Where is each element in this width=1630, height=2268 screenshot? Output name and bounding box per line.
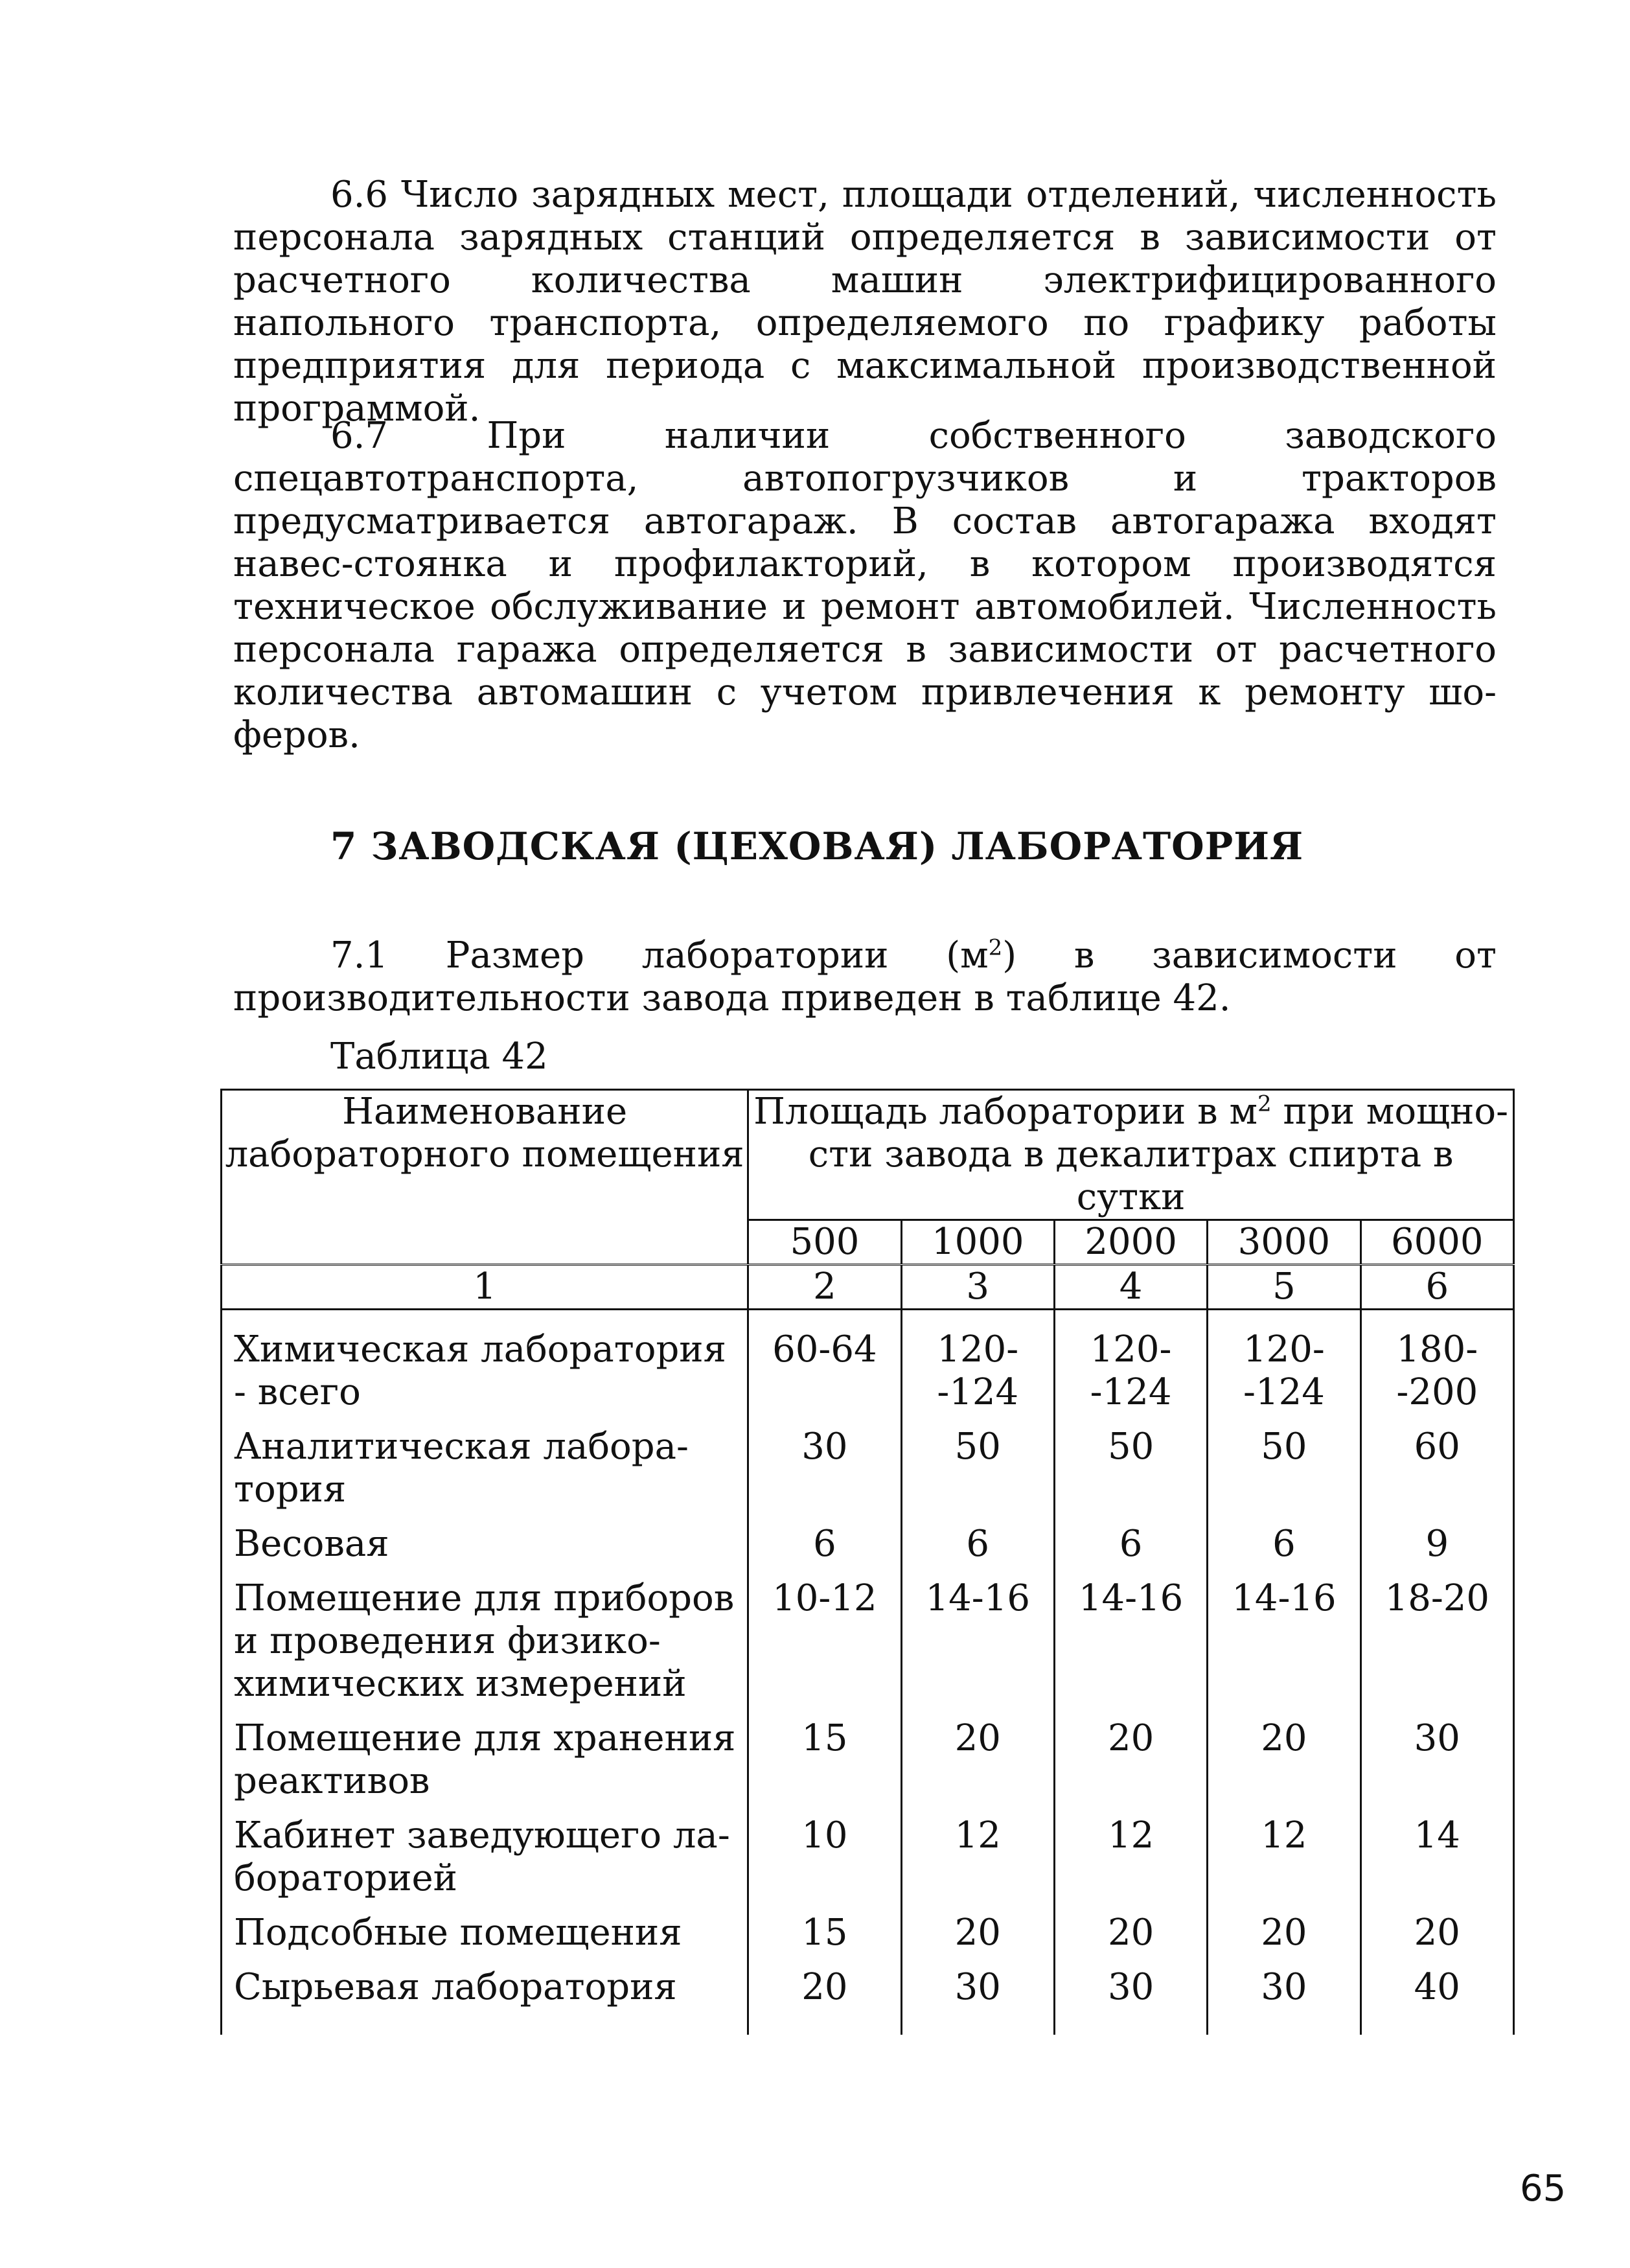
table-row <box>222 1566 1514 1706</box>
room-name-cell: Подсобные помещения <box>222 1900 748 1954</box>
area-value-cell: 50 <box>1208 1414 1360 1511</box>
area-value-cell: 12 <box>1208 1803 1360 1900</box>
room-name-cell: Аналитическая лаборатория <box>222 1414 748 1511</box>
area-value-cell: 30 <box>901 1954 1054 2035</box>
column-index: 3 <box>901 1265 1054 1310</box>
area-value-cell: 20 <box>901 1706 1054 1803</box>
column-index: 1 <box>222 1265 748 1310</box>
area-value-cell: 18-20 <box>1360 1566 1513 1706</box>
intro-text-end: ) в зависимости от производительности завода приведен в таблице 42. <box>233 934 1497 1019</box>
area-value-cell: 30 <box>1360 1706 1513 1803</box>
table-row <box>222 1310 1514 1415</box>
area-value-cell: 30 <box>1208 1954 1360 2035</box>
area-value-cell: 60 <box>1360 1414 1513 1511</box>
room-name-cell: Сырьевая лаборатория <box>222 1954 748 2035</box>
area-value-cell: 30 <box>1054 1954 1207 2035</box>
area-value-cell: 50 <box>1054 1414 1207 1511</box>
column-index: 2 <box>748 1265 901 1310</box>
header-area <box>748 1090 1514 1220</box>
area-value-cell: 20 <box>1208 1900 1360 1954</box>
table-row <box>222 1414 1514 1511</box>
area-value-cell: 14-16 <box>1054 1566 1207 1706</box>
paragraph-7-1 <box>233 934 1497 1020</box>
header-area-text-start: Площадь лаборатории в м <box>753 1091 1258 1133</box>
area-value-cell: 60-64 <box>748 1310 901 1415</box>
section-heading: 7 ЗАВОДСКАЯ (ЦЕХОВАЯ) ЛАБОРАТОРИЯ <box>330 824 1304 868</box>
area-value-cell: 15 <box>748 1706 901 1803</box>
header-room-name: Наименование лабораторного помещения <box>222 1090 748 1265</box>
area-value-cell: 20 <box>1054 1706 1207 1803</box>
paragraph-6-7: 6.7 При наличии собственного заводского спецавтотранспорта, автопогрузчиков и тракторов предусматривается автогараж. В состав автогаража входят навес-стоянка и профилакторий, в котором производятся техническое обслуживание и ремонт автомобилей. Численность персонала гаража определяется в зависимости от расчетного количества автомашин с учетом привлечения к ремонту шоферов. <box>233 415 1497 756</box>
laboratory-area-table <box>220 1089 1515 2035</box>
intro-text-start: 7.1 Размер лаборатории (м <box>330 934 989 977</box>
area-value-cell: 6 <box>1054 1511 1207 1566</box>
area-value-cell: 180- -200 <box>1360 1310 1513 1415</box>
area-value-cell: 14-16 <box>901 1566 1054 1706</box>
area-value-cell: 6 <box>748 1511 901 1566</box>
area-value-cell: 50 <box>901 1414 1054 1511</box>
area-value-cell: 10-12 <box>748 1566 901 1706</box>
table-row <box>222 1954 1514 2035</box>
area-value-cell: 15 <box>748 1900 901 1954</box>
column-index: 4 <box>1054 1265 1207 1310</box>
table-row <box>222 1900 1514 1954</box>
area-value-cell: 120- -124 <box>1054 1310 1207 1415</box>
table-row <box>222 1706 1514 1803</box>
area-value-cell: 14-16 <box>1208 1566 1360 1706</box>
capacity-header: 6000 <box>1360 1220 1513 1265</box>
paragraph-6-6: 6.6 Число зарядных мест, площади отделений, численность персонала зарядных станций определяется в зависимости от расчетного количества машин электрифицированного напольного транспорта, определяемого по графику работы предприятия для периода с максимальной производственной программой. <box>233 174 1497 430</box>
column-index: 5 <box>1208 1265 1360 1310</box>
capacity-header: 3000 <box>1208 1220 1360 1265</box>
room-name-cell: Помещение для приборов и проведения физико-химических измерений <box>222 1566 748 1706</box>
area-value-cell: 10 <box>748 1803 901 1900</box>
area-value-cell: 12 <box>1054 1803 1207 1900</box>
area-value-cell: 40 <box>1360 1954 1513 2035</box>
page-number: 65 <box>1520 2168 1567 2210</box>
area-value-cell: 120- -124 <box>1208 1310 1360 1415</box>
area-value-cell: 9 <box>1360 1511 1513 1566</box>
area-value-cell: 20 <box>1054 1900 1207 1954</box>
room-name-cell: Помещение для хранения реактивов <box>222 1706 748 1803</box>
area-value-cell: 20 <box>1208 1706 1360 1803</box>
area-value-cell: 30 <box>748 1414 901 1511</box>
area-value-cell: 6 <box>901 1511 1054 1566</box>
capacity-header: 1000 <box>901 1220 1054 1265</box>
header-area-superscript: 2 <box>1257 1091 1272 1117</box>
table-row <box>222 1803 1514 1900</box>
area-value-cell: 12 <box>901 1803 1054 1900</box>
area-value-cell: 6 <box>1208 1511 1360 1566</box>
area-value-cell: 14 <box>1360 1803 1513 1900</box>
area-value-cell: 20 <box>901 1900 1054 1954</box>
capacity-header: 500 <box>748 1220 901 1265</box>
intro-superscript: 2 <box>988 934 1003 961</box>
area-value-cell: 120- -124 <box>901 1310 1054 1415</box>
table-caption: Таблица 42 <box>330 1036 548 1078</box>
room-name-cell: Весовая <box>222 1511 748 1566</box>
column-index-row <box>222 1265 1514 1310</box>
room-name-cell: Химическая лаборатория - всего <box>222 1310 748 1415</box>
room-name-cell: Кабинет заведующего лабораторией <box>222 1803 748 1900</box>
table-body <box>222 1310 1514 2035</box>
table-row <box>222 1511 1514 1566</box>
header-area-text-end: при мощности завода в декалитрах спирта в сутки <box>808 1091 1509 1218</box>
area-value-cell: 20 <box>748 1954 901 2035</box>
column-index: 6 <box>1360 1265 1513 1310</box>
capacity-header: 2000 <box>1054 1220 1207 1265</box>
table-header <box>222 1090 1514 1310</box>
area-value-cell: 20 <box>1360 1900 1513 1954</box>
